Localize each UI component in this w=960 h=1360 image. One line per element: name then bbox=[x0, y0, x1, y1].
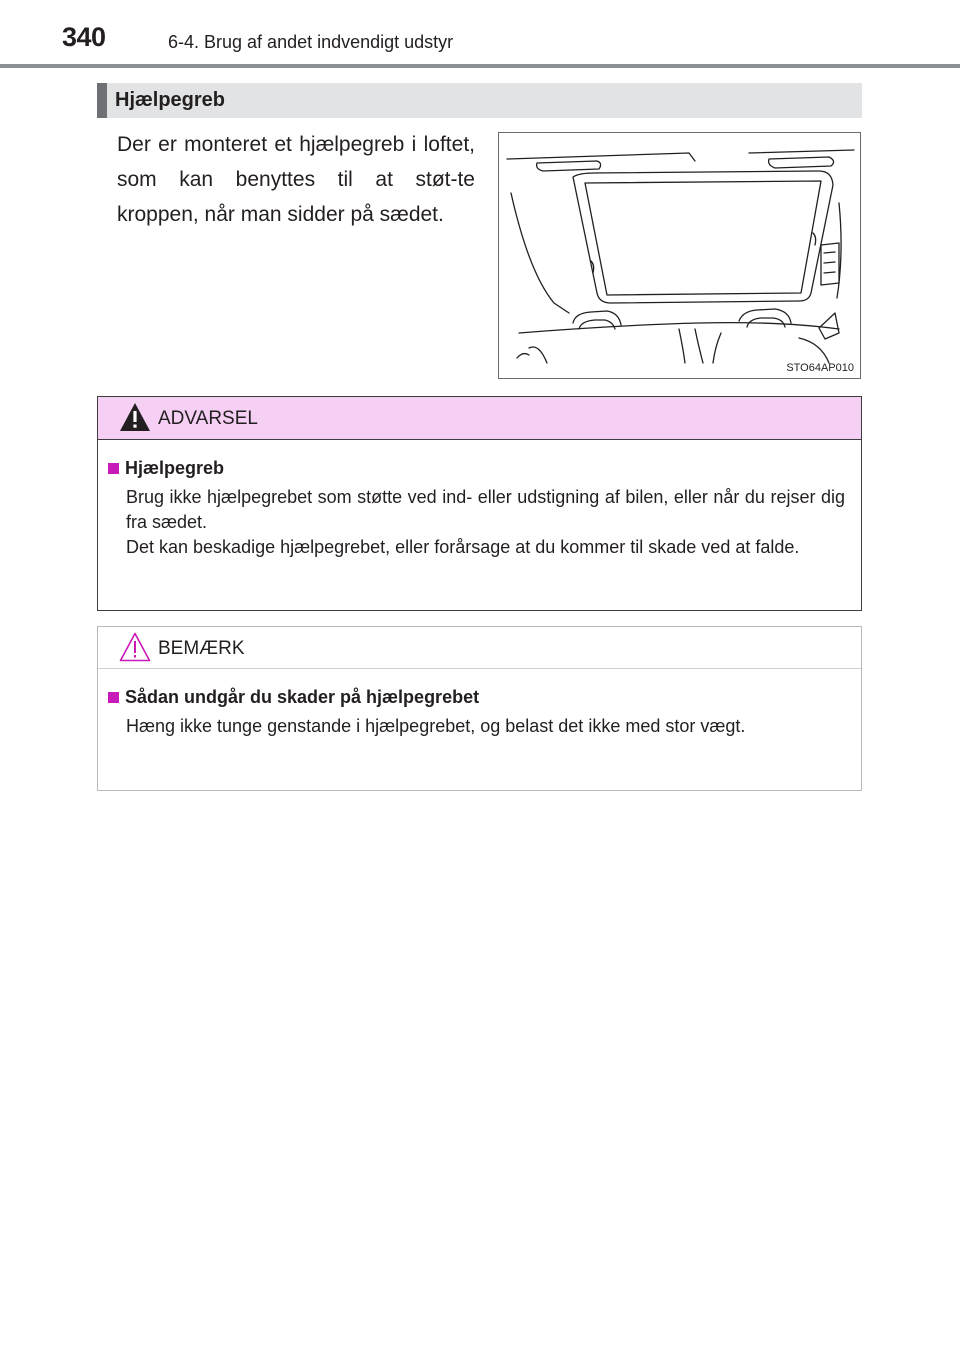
warning-box bbox=[97, 396, 862, 611]
warning-subheading bbox=[108, 458, 845, 479]
assist-grip-illustration bbox=[498, 132, 861, 379]
header-divider bbox=[0, 64, 960, 68]
section-title: Hjælpegreb bbox=[115, 89, 226, 111]
car-ceiling-drawing bbox=[499, 133, 860, 378]
notice-subheading-text: Sådan undgår du skader på hjælpegrebet bbox=[125, 687, 480, 707]
notice-label: BEMÆRK bbox=[158, 638, 245, 659]
warning-triangle-icon bbox=[118, 401, 152, 433]
notice-box bbox=[97, 626, 862, 791]
section-accent bbox=[97, 83, 107, 118]
notice-paragraph-1: Hæng ikke tunge genstande i hjælpegrebet, og belast det ikke med stor vægt. bbox=[126, 716, 746, 736]
caution-triangle-icon bbox=[118, 631, 152, 663]
intro-paragraph: Der er monteret et hjælpegreb i loftet, som kan benyttes til at støt-te kroppen, når man sidder på sædet. bbox=[117, 133, 475, 226]
warning-header bbox=[98, 397, 861, 440]
notice-header bbox=[98, 627, 861, 669]
warning-paragraph-2: Det kan beskadige hjælpegrebet, eller forårsage at du kommer til skade ved at falde. bbox=[126, 537, 800, 557]
warning-label: ADVARSEL bbox=[158, 408, 258, 429]
bullet-square-icon bbox=[108, 463, 119, 474]
warning-subheading-text: Hjælpegreb bbox=[125, 458, 225, 478]
notice-subheading bbox=[108, 687, 845, 708]
warning-paragraph-1: Brug ikke hjælpegrebet som støtte ved ind- eller udstigning af bilen, eller når du rejser dig fra sædet. bbox=[126, 487, 845, 532]
figure-code: STO64AP010 bbox=[786, 362, 854, 374]
chapter-title: 6-4. Brug af andet indvendigt udstyr bbox=[168, 32, 454, 52]
bullet-square-icon bbox=[108, 692, 119, 703]
section-header bbox=[97, 83, 862, 118]
page-number: 340 bbox=[62, 22, 106, 52]
